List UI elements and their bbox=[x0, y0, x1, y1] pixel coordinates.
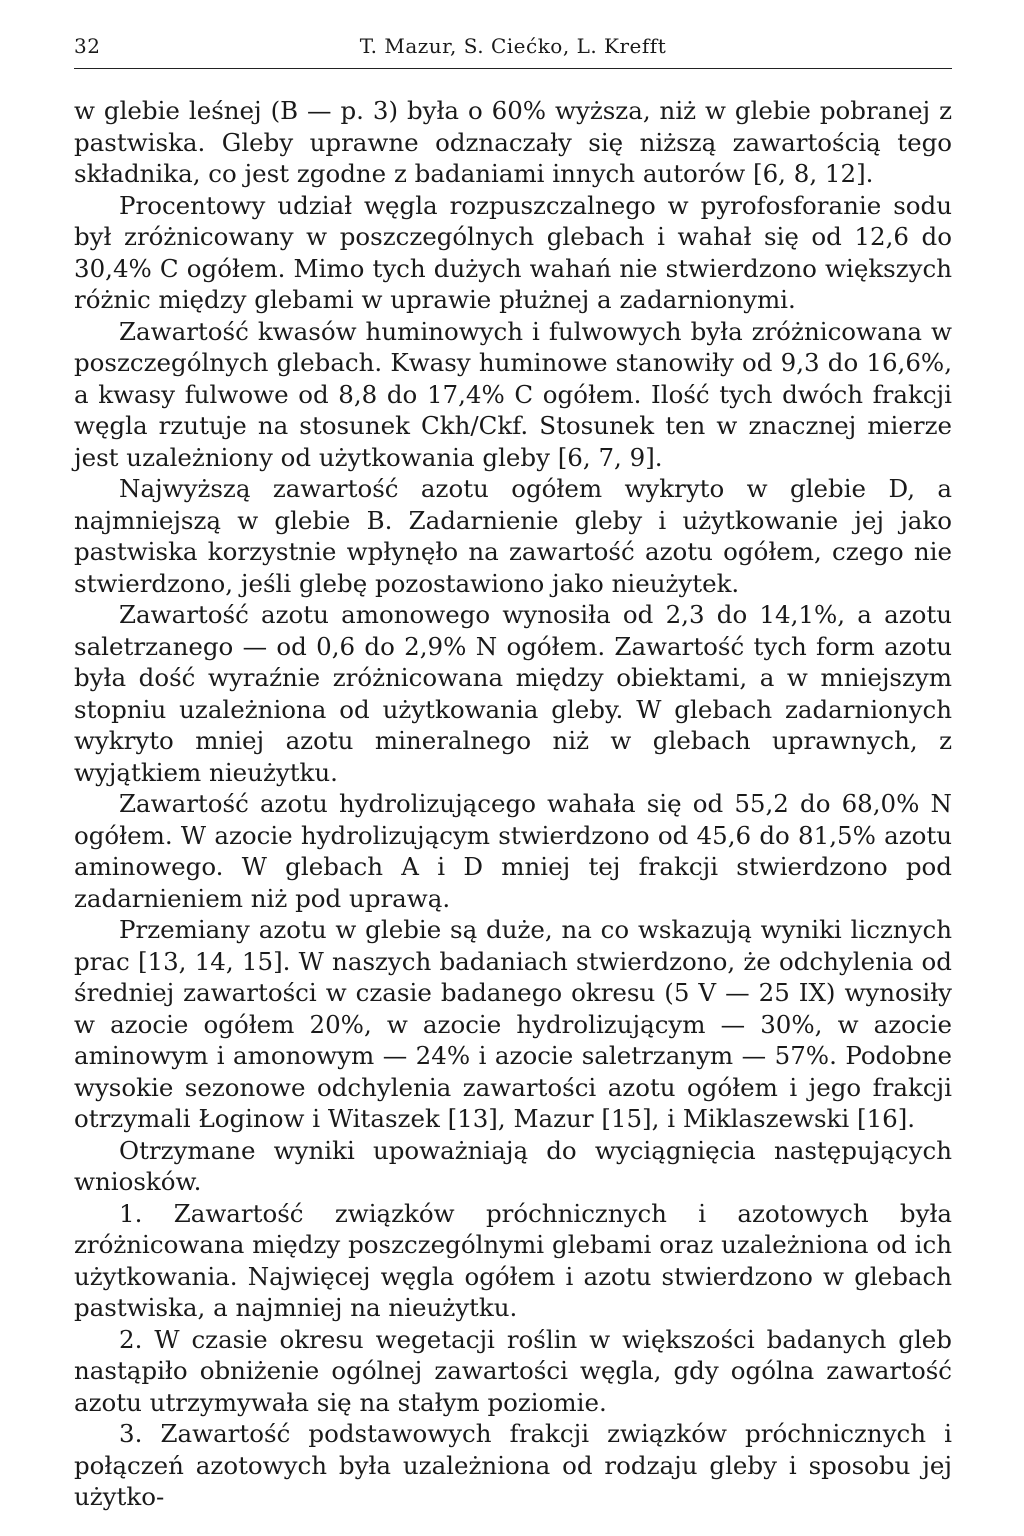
paragraph: w glebie leśnej (B — p. 3) była o 60% wyższa, niż w glebie pobranej z pastwiska. Gleby uprawne odznaczały się niższą zawartością tego składnika, co jest zgodne z badaniami innych autorów [6, 8, 12]. bbox=[74, 96, 952, 188]
paragraph: Zawartość azotu hydrolizującego wahała się od 55,2 do 68,0% N ogółem. W azocie hydrolizującym stwierdzono od 45,6 do 81,5% azotu aminowego. W glebach A i D mniej tej frakcji stwierdzono pod zadarnieniem niż pod uprawą. bbox=[74, 789, 952, 913]
paragraph: Procentowy udział węgla rozpuszczalnego w pyrofosforanie sodu był zróżnicowany w poszczególnych glebach i wahał się od 12,6 do 30,4% C ogółem. Mimo tych dużych wahań nie stwierdzono większych różnic między glebami w uprawie płużnej a zadarnionymi. bbox=[74, 190, 952, 314]
body-text bbox=[74, 95, 952, 1513]
paragraph: Przemiany azotu w glebie są duże, na co wskazują wyniki licznych prac [13, 14, 15]. W naszych badaniach stwierdzono, że odchylenia od średniej zawartości w czasie badanego okresu (5 V — 25 IX) wynosiły w azocie ogółem 20%, w azocie hydrolizującym — 30%, w azocie aminowym i amonowym — 24% i azocie saletrzanym — 57%. Podobne wysokie sezonowe odchylenia zawartości azotu ogółem i jego frakcji otrzymali Łoginow i Witaszek [13], Mazur [15], i Miklaszewski [16]. bbox=[74, 915, 952, 1133]
conclusion-item: 2. W czasie okresu wegetacji roślin w większości badanych gleb nastąpiło obniżenie ogólnej zawartości węgla, gdy ogólna zawartość azotu utrzymywała się na stałym poziomie. bbox=[74, 1324, 952, 1417]
page-number: 32 bbox=[74, 34, 101, 58]
header-rule bbox=[74, 68, 952, 69]
paragraph: Najwyższą zawartość azotu ogółem wykryto w glebie D, a najmniejszą w glebie B. Zadarnienie gleby i użytkowanie jej jako pastwiska korzystnie wpłynęło na zawartość azotu ogółem, czego nie stwierdzono, jeśli glebę pozostawiono jako nieużytek. bbox=[74, 474, 952, 598]
running-header bbox=[74, 30, 952, 64]
conclusion-item: 3. Zawartość podstawowych frakcji związków próchnicznych i połączeń azotowych była uzależniona od rodzaju gleby i sposobu jej użytko- bbox=[74, 1419, 952, 1511]
running-title-authors: T. Mazur, S. Ciećko, L. Krefft bbox=[359, 34, 667, 58]
paragraph: Zawartość azotu amonowego wynosiła od 2,3 do 14,1%, a azotu saletrzanego — od 0,6 do 2,9% N ogółem. Zawartość tych form azotu była dość wyraźnie zróżnicowana między obiektami, a w mniejszym stopniu uzależniona od użytkowania gleby. W glebach zadarnionych wykryto mniej azotu mineralnego niż w glebach uprawnych, z wyjątkiem nieużytku. bbox=[74, 600, 952, 787]
paragraph: Zawartość kwasów huminowych i fulwowych była zróżnicowana w poszczególnych glebach. Kwasy huminowe stanowiły od 9,3 do 16,6%, a kwasy fulwowe od 8,8 do 17,4% C ogółem. Ilość tych dwóch frakcji węgla rzutuje na stosunek Ckh/Ckf. Stosunek ten w znacznej mierze jest uzależniony od użytkowania gleby [6, 7, 9]. bbox=[74, 316, 952, 472]
conclusion-item: 1. Zawartość związków próchnicznych i azotowych była zróżnicowana między poszczególnymi glebami oraz uzależniona od ich użytkowania. Najwięcej węgla ogółem i azotu stwierdzono w glebach pastwiska, a najmniej na nieużytku. bbox=[74, 1198, 952, 1322]
paragraph: Otrzymane wyniki upoważniają do wyciągnięcia następujących wniosków. bbox=[74, 1135, 952, 1196]
